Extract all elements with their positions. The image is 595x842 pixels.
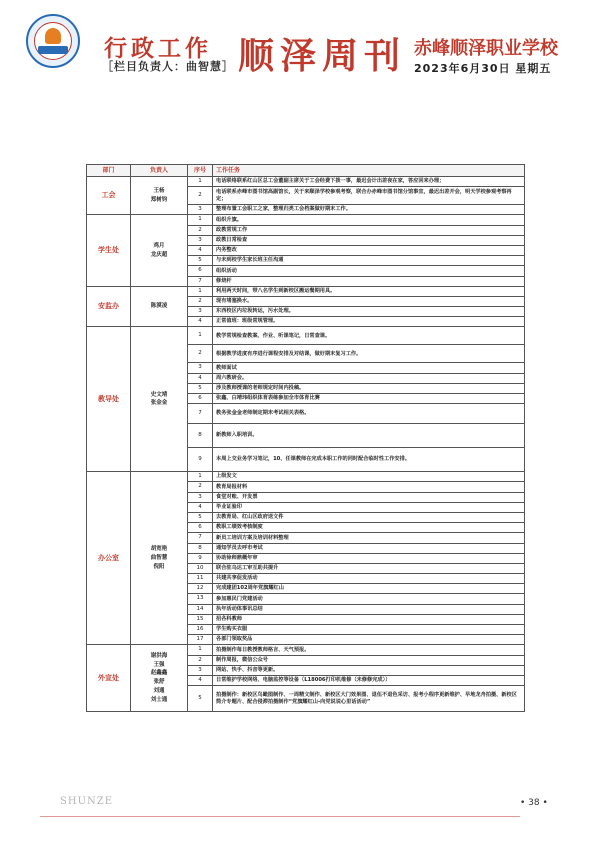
task-cell: 电话联络联系红山区总工会董副主席关于工会经费下拨一事，最迟会计出差夜在家，答应回来办理； [213, 177, 525, 187]
page-footer [0, 796, 595, 826]
magazine-title: 顺泽周刊 [238, 35, 407, 77]
task-cell: 周六教研会。 [213, 373, 525, 383]
column-editor: ［栏目负责人：曲智慧］ [102, 60, 234, 73]
table-body [87, 177, 525, 712]
row-number: 3 [188, 363, 213, 373]
row-number: 1 [188, 286, 213, 296]
logo-figure [45, 28, 61, 44]
row-number: 6 [188, 394, 213, 404]
row-number: 4 [188, 675, 213, 685]
issue-date: 2023年6月30日 星期五 [414, 62, 552, 75]
header-resp: 负责人 [131, 165, 188, 177]
task-cell: 通知学员去呼市考试 [213, 543, 525, 553]
task-cell: 完成建团102周年党旗耀红山 [213, 584, 525, 594]
responsible-cell: 王杨 郑树钧 [131, 177, 188, 215]
row-number: 4 [188, 317, 213, 327]
responsible-cell: 胡宽艳 曲智慧 倪阳 [131, 472, 188, 645]
task-cell: 日常维护学校网络、电脑监控等设备（L18006打印机维修（未修修完成）） [213, 675, 525, 685]
task-cell: 招各科教师 [213, 614, 525, 624]
task-cell: 联合驻乌达工审互助共提升 [213, 563, 525, 573]
row-number: 16 [188, 625, 213, 635]
row-number: 2 [188, 345, 213, 363]
task-cell: 拍摄制作：新校区鸟瞰图制作、一周精文制作、新校区大门效果图、退伍不退色采访、报考小程序更新维护、早地龙舟拍摄、新校区简介专题片、配合侵滞拍摄制作“党旗耀红山-向党说说心里话活动” [213, 686, 525, 712]
row-number: 12 [188, 584, 213, 594]
task-cell: 食堂对账、开发票 [213, 492, 525, 502]
responsible-cell: 谢洪海 王强 赵鑫鑫 张舒 刘通 刘士通 [131, 645, 188, 712]
row-number: 11 [188, 574, 213, 584]
row-number: 5 [188, 383, 213, 393]
row-number: 3 [188, 307, 213, 317]
row-number: 17 [188, 635, 213, 645]
task-cell: 组织活动 [213, 266, 525, 276]
school-name: 赤峰顺泽职业学校 [414, 38, 558, 59]
task-cell: 整理布置工会职工之家，整理归类工会档案做好期末工作。 [213, 205, 525, 215]
task-cell: 正常值班：班级常规管理。 [213, 317, 525, 327]
task-cell: 执年活动体事讯总结 [213, 604, 525, 614]
task-cell: 现有堵塞换水。 [213, 296, 525, 306]
task-cell: 协助徐师鼎概年审 [213, 553, 525, 563]
task-cell: 组织升旗。 [213, 215, 525, 225]
task-cell: 政教常规工作 [213, 225, 525, 235]
task-cell: 利用两天时间，带八名学生到新校区搬运餐期用具。 [213, 286, 525, 296]
row-number: 4 [188, 373, 213, 383]
task-cell: 去教育局、红山区政府送文件 [213, 512, 525, 522]
table-row [87, 327, 525, 345]
row-number: 8 [188, 543, 213, 553]
task-cell: 修烧杆 [213, 276, 525, 286]
row-number: 15 [188, 614, 213, 624]
row-number: 9 [188, 553, 213, 563]
task-cell: 内务整改 [213, 245, 525, 255]
task-cell: 教师面试 [213, 363, 525, 373]
task-cell: 教学常规检查教案、作业、听课笔记，日常查课。 [213, 327, 525, 345]
task-cell: 毕业证验印 [213, 502, 525, 512]
row-number: 10 [188, 563, 213, 573]
footer-brand: SHUNZE [60, 796, 113, 807]
task-cell: 与未到校学生家长班主任沟通 [213, 256, 525, 266]
task-cell: 网站、快手、抖音等更新。 [213, 665, 525, 675]
row-number: 8 [188, 424, 213, 448]
footer-rule [40, 816, 520, 817]
row-number: 1 [188, 215, 213, 225]
task-cell: 教务张金金老师制定期末考试相关表格。 [213, 404, 525, 424]
dept-cell: 外宣处 [87, 645, 131, 712]
row-number: 6 [188, 266, 213, 276]
responsible-cell: 陈漠凌 [131, 286, 188, 327]
task-cell: 制作周报，微信公众号 [213, 655, 525, 665]
task-cell: 教职工绩效考核制度 [213, 523, 525, 533]
task-cell: 教育局报材料 [213, 482, 525, 492]
table-row [87, 472, 525, 482]
row-number: 5 [188, 512, 213, 522]
row-number: 3 [188, 665, 213, 675]
task-cell: 政教日常检查 [213, 235, 525, 245]
row-number: 4 [188, 502, 213, 512]
row-number: 7 [188, 533, 213, 543]
row-number: 4 [188, 245, 213, 255]
row-number: 2 [188, 655, 213, 665]
task-cell: 涉及教师授课的老师规定时间内投稿。 [213, 383, 525, 393]
task-cell: 本周上交业务学习笔记，10、任课教师在完成本职工作的同时配合临时性工作安排。 [213, 448, 525, 472]
row-number: 2 [188, 296, 213, 306]
dept-cell: 办公室 [87, 472, 131, 645]
logo-band [38, 46, 68, 54]
row-number: 5 [188, 256, 213, 266]
task-cell: 拍摄制作每日教授教师格言、天气预报。 [213, 645, 525, 655]
work-task-table [86, 164, 525, 712]
row-number: 3 [188, 235, 213, 245]
task-cell: 上级发文 [213, 472, 525, 482]
page-header [0, 0, 595, 80]
header-task: 工作任务 [213, 165, 525, 177]
task-cell: 各部门领取奖品 [213, 635, 525, 645]
row-number: 6 [188, 523, 213, 533]
row-number: 13 [188, 594, 213, 604]
row-number: 3 [188, 205, 213, 215]
dept-cell: 安监办 [87, 286, 131, 327]
row-number: 1 [188, 327, 213, 345]
dept-cell: 学生处 [87, 215, 131, 286]
task-cell: 学生购买衣服 [213, 625, 525, 635]
task-cell: 根据教学进度有序进行课程安排及对结课，做好期末复习工作。 [213, 345, 525, 363]
row-number: 5 [188, 686, 213, 712]
dept-cell: 教导处 [87, 327, 131, 472]
header-num: 序号 [188, 165, 213, 177]
dept-cell: 工会 [87, 177, 131, 215]
row-number: 2 [188, 225, 213, 235]
row-number: 3 [188, 492, 213, 502]
row-number: 9 [188, 448, 213, 472]
row-number: 7 [188, 404, 213, 424]
table-row [87, 215, 525, 225]
table-row [87, 177, 525, 187]
row-number: 1 [188, 645, 213, 655]
column-title: 行政工作 [104, 36, 212, 62]
responsible-cell: 史文靖 张金金 [131, 327, 188, 472]
task-cell: 电话联系赤峰市图书馆高副馆长，关于来顺泽学校参观考察，联合办赤峰市图书馆分馆事宜，最迟出差开会，明天学校参观考察再定； [213, 187, 525, 205]
responsible-cell: 鸡月 龙庆超 [131, 215, 188, 286]
task-cell: 东西校区内垃圾转运，污水处理。 [213, 307, 525, 317]
task-cell: 共建共享促发活动 [213, 574, 525, 584]
task-cell: 参加惠民门党建活动 [213, 594, 525, 604]
row-number: 14 [188, 604, 213, 614]
row-number: 1 [188, 177, 213, 187]
table-row [87, 645, 525, 655]
task-cell: 新员工培训方案及培训材料整理 [213, 533, 525, 543]
task-cell: 新教师入职培训。 [213, 424, 525, 448]
table-row [87, 286, 525, 296]
row-number: 2 [188, 482, 213, 492]
row-number: 2 [188, 187, 213, 205]
row-number: 7 [188, 276, 213, 286]
school-logo [26, 14, 80, 68]
task-cell: 张鑫、白靖玮组织体育表练参加全市体育比赛 [213, 394, 525, 404]
page-number: • 38 • [520, 798, 548, 808]
header-dept: 部门 [87, 165, 131, 177]
row-number: 1 [188, 472, 213, 482]
